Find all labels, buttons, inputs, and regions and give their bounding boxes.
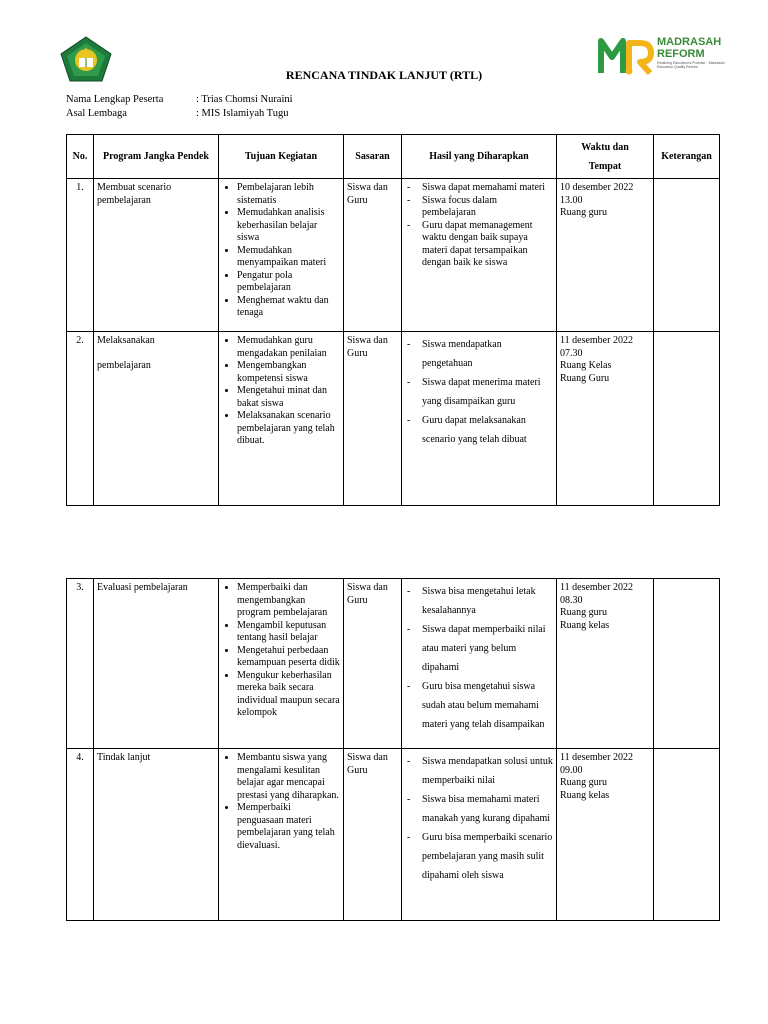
row-no: 1. [67, 179, 94, 332]
list-item: • Melaksanakan scenario pembelajaran yang telah dibuat. [237, 410, 340, 448]
row-keterangan [654, 579, 720, 749]
header-sasaran: Sasaran [344, 135, 402, 179]
list-item: • Memudahkan analisis keberhasilan belajar siswa [237, 207, 340, 245]
list-item: • Mengambil keputusan tentang hasil belajar [237, 620, 340, 645]
row-hasil [402, 749, 557, 921]
row-hasil [402, 332, 557, 506]
header-tujuan: Tujuan Kegiatan [219, 135, 344, 179]
table-row [67, 179, 720, 332]
list-item: - Siswa dapat memperbaiki nilai atau materi yang belum dipahami [422, 620, 553, 677]
list-item: - Siswa dapat menerima materi yang disampaikan guru [422, 373, 553, 411]
row-waktu: 10 desember 2022 13.00 Ruang guru [557, 179, 654, 332]
mr-title-line2: REFORM [657, 48, 705, 60]
list-item: - Guru bisa memperbaiki scenario pembelajaran yang masih sulit dipahami oleh siswa [422, 828, 553, 885]
list-item: • Memudahkan guru mengadakan penilaian [237, 335, 340, 360]
list-item: • Membantu siswa yang mengalami kesulitan belajar agar mencapai prestasi yang diharapkan. [237, 752, 340, 802]
row-keterangan [654, 179, 720, 332]
name-label: Nama Lengkap Peserta [66, 94, 164, 105]
list-item: • Mengetahui minat dan bakat siswa [237, 385, 340, 410]
mr-subtitle: Realizing Education's Promise · Madrasah Education Quality Reform [657, 61, 725, 70]
row-sasaran: Siswa dan Guru [344, 179, 402, 332]
list-item: • Pengatur pola pembelajaran [237, 270, 340, 295]
list-item: • Memudahkan menyampaikan materi [237, 245, 340, 270]
header-waktu: Waktu dan Tempat [557, 135, 654, 179]
row-tujuan [219, 332, 344, 506]
row-no: 3. [67, 579, 94, 749]
list-item: - Siswa dapat memahami materi [422, 182, 553, 195]
row-sasaran: Siswa dan Guru [344, 579, 402, 749]
list-item: - Guru bisa mengetahui siswa sudah atau belum memahami materi yang telah disampaikan [422, 677, 553, 734]
row-keterangan [654, 332, 720, 506]
row-program: Evaluasi pembelajaran [94, 579, 219, 749]
row-tujuan [219, 749, 344, 921]
row-tujuan [219, 179, 344, 332]
row-hasil [402, 579, 557, 749]
list-item: • Memperbaiki dan mengembangkan program pembelajaran [237, 582, 340, 620]
participant-info [66, 93, 293, 121]
row-no: 4. [67, 749, 94, 921]
header-hasil: Hasil yang Diharapkan [402, 135, 557, 179]
list-item: - Guru dapat memanagement waktu dengan baik supaya materi dapat tersampaikan dengan baik ke siswa [422, 220, 553, 270]
list-item: - Siswa bisa memahami materi manakah yang kurang dipahami [422, 790, 553, 828]
list-item: • Mengembangkan kompetensi siswa [237, 360, 340, 385]
document-title: RENCANA TINDAK LANJUT (RTL) [285, 68, 483, 82]
row-waktu: 11 desember 2022 08.30 Ruang guru Ruang kelas [557, 579, 654, 749]
list-item: • Menghemat waktu dan tenaga [237, 295, 340, 320]
list-item: - Siswa bisa mengetahui letak kesalahannya [422, 582, 553, 620]
header-program: Program Jangka Pendek [94, 135, 219, 179]
row-sasaran: Siswa dan Guru [344, 332, 402, 506]
row-sasaran: Siswa dan Guru [344, 749, 402, 921]
row-waktu: 11 desember 2022 07.30 Ruang Kelas Ruang Guru [557, 332, 654, 506]
name-value: : Trias Chomsi Nuraini [196, 94, 293, 105]
row-hasil [402, 179, 557, 332]
list-item: • Mengukur keberhasilan mereka baik secara individual maupun secara kelompok [237, 670, 340, 720]
list-item: - Siswa focus dalam pembelajaran [422, 195, 553, 220]
table-header-row [67, 135, 720, 179]
row-waktu: 11 desember 2022 09.00 Ruang guru Ruang kelas [557, 749, 654, 921]
table-row [67, 332, 720, 506]
list-item: • Memperbaiki penguasaan materi pembelajaran yang telah dievaluasi. [237, 802, 340, 852]
row-program: Membuat scenario pembelajaran [94, 179, 219, 332]
rtl-table-page1 [66, 134, 720, 506]
list-item: - Siswa mendapatkan pengetahuan [422, 335, 553, 373]
row-program: Melaksanakan pembelajaran [94, 332, 219, 506]
list-item: - Guru dapat melaksanakan scenario yang telah dibuat [422, 411, 553, 449]
list-item: - Siswa mendapatkan solusi untuk memperbaiki nilai [422, 752, 553, 790]
institution-label: Asal Lembaga [66, 108, 127, 119]
row-no: 2. [67, 332, 94, 506]
row-program: Tindak lanjut [94, 749, 219, 921]
header-keterangan: Keterangan [654, 135, 720, 179]
header-no: No. [67, 135, 94, 179]
row-keterangan [654, 749, 720, 921]
institution-value: : MIS Islamiyah Tugu [196, 108, 289, 119]
table-row [67, 579, 720, 749]
list-item: • Pembelajaran lebih sistematis [237, 182, 340, 207]
list-item: • Mengetahui perbedaan kemampuan peserta didik [237, 645, 340, 670]
rtl-table-page2 [66, 578, 720, 921]
row-tujuan [219, 579, 344, 749]
table-row [67, 749, 720, 921]
mr-title-line1: MADRASAH [657, 36, 722, 48]
